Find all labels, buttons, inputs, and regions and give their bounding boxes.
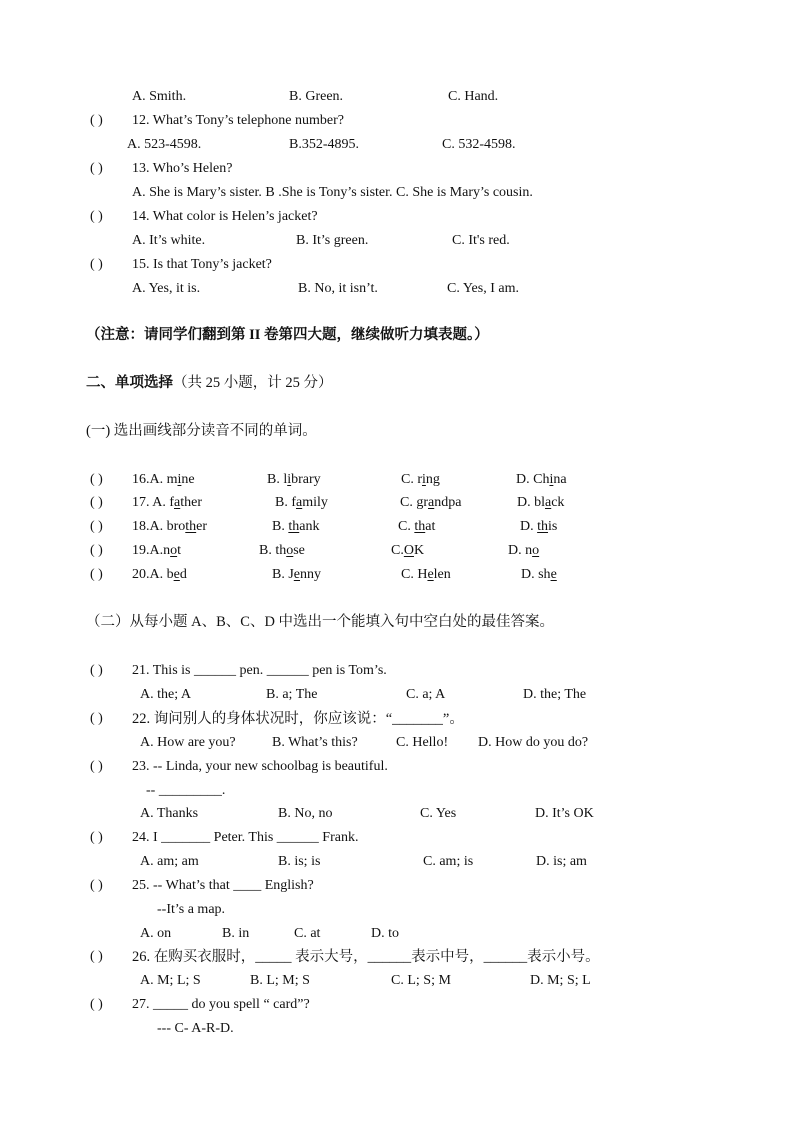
q12-stem: 12. What’s Tony’s telephone number? bbox=[132, 113, 344, 128]
q24-option-b: B. is; is bbox=[278, 854, 321, 869]
q20-option-b: B. Jenny bbox=[272, 567, 322, 582]
answer-paren[interactable]: ( ) bbox=[90, 997, 103, 1012]
q15-option-a: A. Yes, it is. bbox=[132, 281, 201, 296]
q24-option-a: A. am; am bbox=[140, 854, 199, 869]
q26-option-d: D. M; S; L bbox=[530, 973, 591, 988]
q16-option-b: B. library bbox=[267, 472, 321, 487]
q27-stem: 27. _____ do you spell “ card”? bbox=[132, 997, 310, 1012]
q27-reply: --- C- A-R-D. bbox=[157, 1021, 234, 1036]
q13-stem: 13. Who’s Helen? bbox=[132, 161, 233, 176]
answer-paren[interactable]: ( ) bbox=[90, 759, 103, 774]
answer-paren[interactable]: ( ) bbox=[90, 519, 103, 534]
q16-option-d: D. China bbox=[516, 472, 567, 487]
q14-option-b: B. It’s green. bbox=[296, 233, 369, 248]
answer-paren[interactable]: ( ) bbox=[90, 257, 103, 272]
q17-option-b: B. family bbox=[275, 495, 328, 510]
q23-reply: -- _________. bbox=[146, 783, 226, 798]
q21-option-b: B. a; The bbox=[266, 687, 318, 702]
q22-option-b: B. What’s this? bbox=[272, 735, 358, 750]
q20-option-a: 20.A. bed bbox=[132, 567, 187, 582]
q13-options: A. She is Mary’s sister. B .She is Tony’s sister. C. She is Mary’s cousin. bbox=[132, 185, 533, 200]
q19-option-c: C.OK bbox=[391, 543, 425, 558]
answer-paren[interactable]: ( ) bbox=[90, 878, 103, 893]
q15-option-c: C. Yes, I am. bbox=[447, 281, 519, 296]
answer-paren[interactable]: ( ) bbox=[90, 543, 103, 558]
q26-stem: 26. 在购买衣服时，_____ 表示大号，______表示中号，______表示小号。 bbox=[132, 949, 600, 965]
q25-option-c: C. at bbox=[294, 926, 321, 941]
q20-option-c: C. Helen bbox=[401, 567, 451, 582]
q23-option-b: B. No, no bbox=[278, 806, 333, 821]
q22-stem: 22. 询问别人的身体状况时，你应该说：“_______”。 bbox=[132, 711, 464, 727]
answer-paren[interactable]: ( ) bbox=[90, 472, 103, 487]
answer-paren[interactable]: ( ) bbox=[90, 830, 103, 845]
q25-option-d: D. to bbox=[371, 926, 399, 941]
q16-option-a: 16.A. mine bbox=[132, 472, 195, 487]
answer-paren[interactable]: ( ) bbox=[90, 209, 103, 224]
q21-option-a: A. the; A bbox=[140, 687, 191, 702]
q21-stem: 21. This is ______ pen. ______ pen is Tom’s. bbox=[132, 663, 387, 678]
q23-stem: 23. -- Linda, your new schoolbag is beautiful. bbox=[132, 759, 388, 774]
q14-option-c: C. It's red. bbox=[452, 233, 510, 248]
q18-option-b: B. thank bbox=[272, 519, 320, 534]
q23-option-c: C. Yes bbox=[420, 806, 457, 821]
q11-option-c: C. Hand. bbox=[448, 89, 499, 104]
q17-option-c: C. grandpa bbox=[400, 495, 462, 510]
q17-option-a: 17. A. father bbox=[132, 495, 202, 510]
q22-option-d: D. How do you do? bbox=[478, 735, 589, 750]
q14-stem: 14. What color is Helen’s jacket? bbox=[132, 209, 318, 224]
q11-option-a: A. Smith. bbox=[132, 89, 187, 104]
q12-option-a: A. 523-4598. bbox=[127, 137, 202, 152]
q19-option-b: B. those bbox=[259, 543, 305, 558]
q21-option-c: C. a; A bbox=[406, 687, 446, 702]
q25-stem: 25. -- What’s that ____ English? bbox=[132, 878, 314, 893]
answer-paren[interactable]: ( ) bbox=[90, 113, 103, 128]
answer-paren[interactable]: ( ) bbox=[90, 663, 103, 678]
q19-option-a: 19.A.not bbox=[132, 543, 182, 558]
q23-option-d: D. It’s OK bbox=[535, 806, 594, 821]
q15-option-b: B. No, it isn’t. bbox=[298, 281, 378, 296]
q12-option-c: C. 532-4598. bbox=[442, 137, 516, 152]
q26-option-a: A. M; L; S bbox=[140, 973, 201, 988]
section-title-label: 二、单项选择 bbox=[86, 375, 173, 391]
section-title bbox=[86, 374, 333, 392]
q23-option-a: A. Thanks bbox=[140, 806, 199, 821]
q15-stem: 15. Is that Tony’s jacket? bbox=[132, 257, 272, 272]
answer-paren[interactable]: ( ) bbox=[90, 495, 103, 510]
q22-option-a: A. How are you? bbox=[140, 735, 236, 750]
q11-option-b: B. Green. bbox=[289, 89, 344, 104]
q14-option-a: A. It’s white. bbox=[132, 233, 206, 248]
answer-paren[interactable]: ( ) bbox=[90, 711, 103, 726]
q26-option-c: C. L; S; M bbox=[391, 973, 451, 988]
answer-paren[interactable]: ( ) bbox=[90, 567, 103, 582]
q18-option-d: D. this bbox=[520, 519, 558, 534]
answer-paren[interactable]: ( ) bbox=[90, 161, 103, 176]
q21-option-d: D. the; The bbox=[523, 687, 587, 702]
q12-option-b: B.352-4895. bbox=[289, 137, 359, 152]
q25-option-b: B. in bbox=[222, 926, 250, 941]
part1-title: (一) 选出画线部分读音不同的单词。 bbox=[86, 423, 317, 439]
answer-paren[interactable]: ( ) bbox=[90, 949, 103, 964]
q24-option-d: D. is; am bbox=[536, 854, 587, 869]
section-score: （共 25 小题，计 25 分） bbox=[173, 375, 333, 391]
q24-option-c: C. am; is bbox=[423, 854, 474, 869]
q25-reply: --It’s a map. bbox=[157, 902, 226, 917]
part2-title: （二）从每小题 A、B、C、D 中选出一个能填入句中空白处的最佳答案。 bbox=[86, 614, 555, 630]
notice-text: （注意：请同学们翻到第 II 卷第四大题，继续做听力填表题。） bbox=[86, 327, 489, 343]
q16-option-c: C. ring bbox=[401, 472, 440, 487]
q18-option-c: C. that bbox=[398, 519, 436, 534]
q17-option-d: D. black bbox=[517, 495, 565, 510]
q18-option-a: 18.A. brother bbox=[132, 519, 208, 534]
q24-stem: 24. I _______ Peter. This ______ Frank. bbox=[132, 830, 359, 845]
q20-option-d: D. she bbox=[521, 567, 557, 582]
q22-option-c: C. Hello! bbox=[396, 735, 449, 750]
q19-option-d: D. no bbox=[508, 543, 540, 558]
q25-option-a: A. on bbox=[140, 926, 172, 941]
q26-option-b: B. L; M; S bbox=[250, 973, 310, 988]
